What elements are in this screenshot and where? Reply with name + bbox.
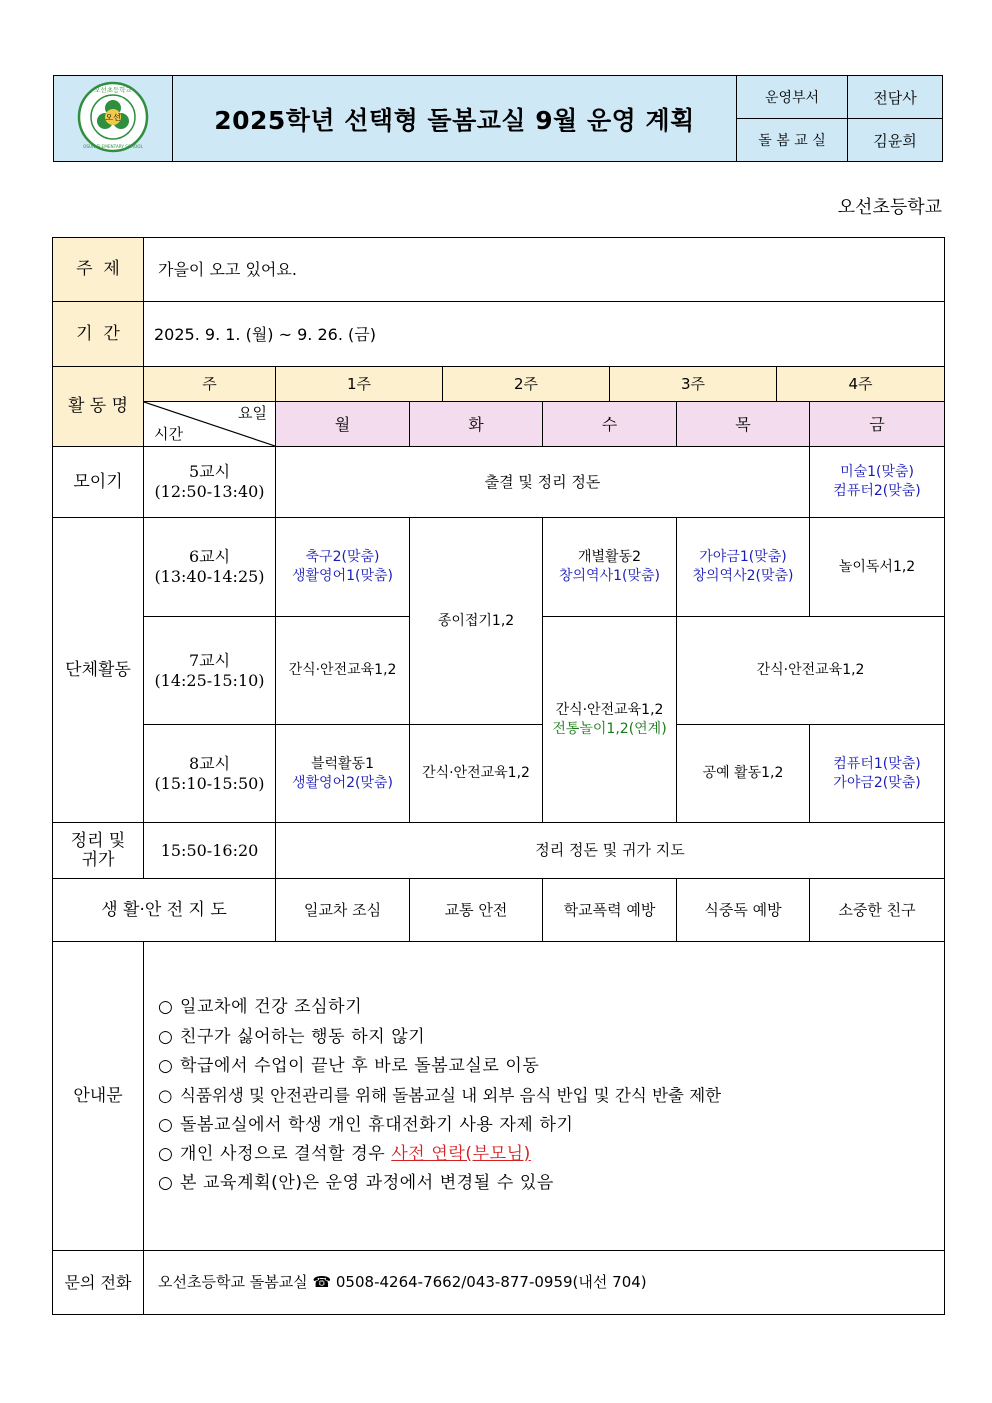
tue-p67: 종이접기1,2: [410, 518, 543, 725]
group-row-6: [53, 518, 945, 617]
tue-p8: 간식·안전교육1,2: [410, 725, 543, 823]
school-name: 오선초등학교: [837, 197, 942, 218]
wed-p78-1: 간식·안전교육1,2: [555, 701, 664, 718]
gathering-time: (12:50-13:40): [154, 482, 265, 501]
closing-value: 정리 정돈 및 귀가 지도: [276, 823, 945, 879]
group-label: 단체활동: [53, 518, 144, 823]
fri-p8-1: 컴퓨터1(맞춤): [833, 755, 921, 772]
dept-label: 운영부서: [737, 76, 848, 119]
gathering-period: 5교시: [188, 462, 231, 481]
fri-p8: [810, 725, 945, 823]
bullet-icon: ○: [158, 1173, 174, 1194]
mon-p6-2: 생활영어1(맞춤): [292, 568, 393, 584]
notice-item: ○ 학급에서 수업이 끝난 후 바로 돌봄교실로 이동: [158, 1052, 944, 1081]
closing-label-1: 정리 및: [70, 830, 126, 851]
gathering-row: [53, 447, 945, 518]
notice-item: ○ 일교차에 건강 조심하기: [158, 993, 944, 1022]
notice-list: [158, 993, 944, 1198]
notice-label: 안내문: [53, 942, 144, 1251]
mon-p8: [276, 725, 410, 823]
svg-text:오선초등학교: 오선초등학교: [94, 85, 132, 94]
p7-time-cell: [144, 617, 276, 725]
gathering-fri-2: 컴퓨터2(맞춤): [833, 483, 921, 499]
closing-label-2: 귀가: [81, 849, 115, 870]
thu-p6: [677, 518, 810, 617]
school-logo-cell: [54, 76, 173, 162]
p6-period: 6교시: [188, 547, 231, 566]
closing-label: [53, 823, 144, 879]
bullet-icon: ○: [158, 1143, 174, 1164]
activity-label: 활 동 명: [53, 367, 144, 447]
safety-row: [53, 879, 945, 942]
notice-content: [144, 942, 945, 1251]
wed-p78: [543, 617, 677, 823]
day-tue: 화: [410, 402, 543, 447]
closing-row: [53, 823, 945, 879]
gathering-time-cell: [144, 447, 276, 518]
gathering-label: 모이기: [53, 447, 144, 518]
wed-p78-2: 전통놀이1,2(연계): [552, 720, 667, 737]
contact-value: [144, 1251, 945, 1315]
header-table: [53, 75, 943, 162]
period-value: 2025. 9. 1. (월) ~ 9. 26. (금): [144, 302, 945, 367]
p8-period: 8교시: [188, 753, 231, 773]
contact-pre: 오선초등학교 돌봄교실: [158, 1273, 313, 1291]
school-logo-icon: [76, 80, 150, 154]
thu-p8: 공예 활동1,2: [677, 725, 810, 823]
contact-phone: 0508-4264-7662/043-877-0959(내선 704): [331, 1273, 647, 1291]
day-thu: 목: [677, 402, 810, 447]
phone-icon: ☎: [312, 1273, 332, 1291]
notice-item: ○ 개인 사정으로 결석할 경우 사전 연락(부모님): [158, 1140, 944, 1169]
contact-row: [53, 1251, 945, 1315]
day-mon: 월: [276, 402, 410, 447]
mon-p6-1: 축구2(맞춤): [305, 549, 380, 565]
day-time-header: [144, 402, 276, 447]
theme-label: 주 제: [53, 238, 144, 302]
day-wed: 수: [543, 402, 677, 447]
safety-item-4: 식중독 예방: [677, 879, 810, 942]
theme-row: [53, 238, 945, 302]
p7-time: (14:25-15:10): [154, 670, 265, 690]
notice-item: ○ 본 교육계획(안)은 운영 과정에서 변경될 수 있음: [158, 1169, 944, 1198]
day-header-label: 요일: [238, 404, 267, 422]
wed-p6-2: 창의역사1(맞춤): [559, 568, 660, 584]
day-row: [53, 402, 945, 447]
bullet-icon: ○: [158, 1026, 174, 1047]
week-2: 2주: [443, 367, 610, 402]
svg-text:오선: 오선: [105, 112, 121, 122]
contact-label: 문의 전화: [53, 1251, 144, 1315]
p8-time-cell: [144, 725, 276, 823]
week-header: 주: [144, 367, 276, 402]
week-row: [53, 367, 945, 402]
period-label: 기 간: [53, 302, 144, 367]
gathering-main: 출결 및 정리 정돈: [276, 447, 810, 518]
svg-text:OSUN ELEMENTARY SCHOOL: OSUN ELEMENTARY SCHOOL: [83, 143, 143, 149]
notice-item: ○ 친구가 싫어하는 행동 하지 않기: [158, 1023, 944, 1052]
p8-time: (15:10-15:50): [154, 773, 265, 793]
mon-p8-1: 블럭활동1: [310, 755, 374, 772]
p6-time-cell: [144, 518, 276, 617]
week-3: 3주: [610, 367, 777, 402]
bullet-icon: ○: [158, 1056, 174, 1077]
staff-value: 김윤희: [848, 119, 943, 162]
mon-p8-2: 생활영어2(맞춤): [292, 774, 393, 791]
period-row: [53, 302, 945, 367]
gathering-fri: [810, 447, 945, 518]
safety-item-3: 학교폭력 예방: [543, 879, 677, 942]
safety-item-5: 소중한 친구: [810, 879, 945, 942]
safety-item-2: 교통 안전: [410, 879, 543, 942]
thufri-p7: 간식·안전교육1,2: [677, 617, 945, 725]
theme-value: 가을이 오고 있어요.: [144, 238, 945, 302]
safety-label: 생 활·안 전 지 도: [53, 879, 276, 942]
mon-p6: [276, 518, 410, 617]
plan-table: [52, 237, 945, 1315]
dept-value: 돌 봄 교 실: [737, 119, 848, 162]
day-fri: 금: [810, 402, 945, 447]
notice-highlight: 사전 연락(부모님): [391, 1143, 531, 1164]
gathering-fri-1: 미술1(맞춤): [840, 464, 914, 480]
fri-p6: 놀이독서1,2: [810, 518, 945, 617]
time-header-label: 시간: [154, 425, 183, 443]
page-title: 2025학년 선택형 돌봄교실 9월 운영 계획: [173, 76, 737, 162]
notice-row: [53, 942, 945, 1251]
p6-time: (13:40-14:25): [154, 567, 265, 586]
group-row-8: [53, 725, 945, 823]
thu-p6-1: 가야금1(맞춤): [699, 549, 787, 565]
p7-period: 7교시: [188, 650, 231, 670]
notice-item: ○ 식품위생 및 안전관리를 위해 돌봄교실 내 외부 음식 반입 및 간식 반출 제한: [158, 1081, 944, 1110]
notice-item: ○ 돌봄교실에서 학생 개인 휴대전화기 사용 자제 하기: [158, 1111, 944, 1140]
thu-p6-2: 창의역사2(맞춤): [692, 568, 794, 584]
closing-time: 15:50-16:20: [144, 823, 276, 879]
week-4: 4주: [777, 367, 945, 402]
safety-item-1: 일교차 조심: [276, 879, 410, 942]
staff-label: 전담사: [848, 76, 943, 119]
mon-p7: 간식·안전교육1,2: [276, 617, 410, 725]
wed-p6: [543, 518, 677, 617]
bullet-icon: ○: [158, 1086, 173, 1106]
bullet-icon: ○: [158, 997, 174, 1018]
fri-p8-2: 가야금2(맞춤): [833, 774, 921, 791]
wed-p6-1: 개별활동2: [577, 549, 641, 565]
bullet-icon: ○: [158, 1114, 174, 1135]
week-1: 1주: [276, 367, 443, 402]
